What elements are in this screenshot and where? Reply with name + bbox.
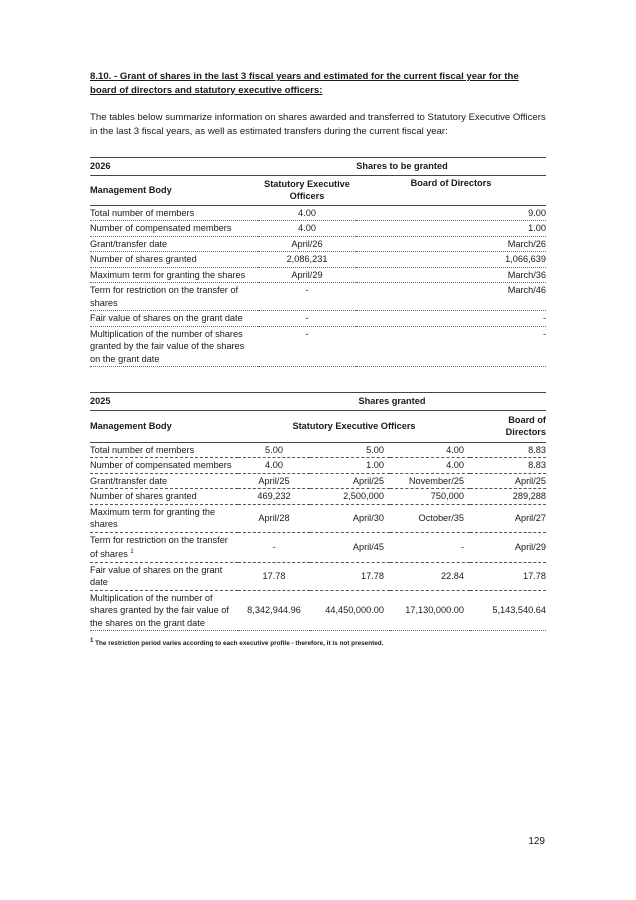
cell-seo: 2,086,231 <box>258 252 356 268</box>
cell-board: - <box>356 326 546 367</box>
cell-seo: - <box>258 326 356 367</box>
table-2025-body-header: Management Body <box>90 410 238 442</box>
row-label: Multiplication of the number of shares granted by the fair value of the shares on the grant date <box>90 326 258 367</box>
row-label-text: Multiplication of the number of shares granted by the fair value of the shares on the grant date <box>90 592 229 628</box>
cell-value: 8.83 <box>470 458 546 474</box>
row-label-text: Term for restriction on the transfer of shares <box>90 534 228 560</box>
cell-board: March/36 <box>356 267 546 283</box>
table-row <box>90 236 546 252</box>
table-row <box>90 326 546 367</box>
row-label-text: Number of shares granted <box>90 491 197 501</box>
cell-value: April/45 <box>310 532 390 562</box>
row-label <box>90 532 238 562</box>
table-2025-footnote <box>90 637 546 648</box>
table-2026-col-board: Board of Directors <box>356 175 546 205</box>
page-number: 129 <box>528 836 545 847</box>
row-label: Number of shares granted <box>90 252 258 268</box>
cell-value: April/28 <box>238 504 310 532</box>
row-label <box>90 504 238 532</box>
footnote-mark: 1 <box>90 638 94 645</box>
table-row <box>90 252 546 268</box>
row-label: Number of compensated members <box>90 221 258 237</box>
table-2025 <box>90 392 546 631</box>
row-label-text: Maximum term for granting the shares <box>90 506 216 529</box>
footnote-ref: 1 <box>130 549 134 555</box>
table-2025-year: 2025 <box>90 393 238 411</box>
cell-value: 8.83 <box>470 442 546 458</box>
cell-seo: - <box>258 283 356 311</box>
row-label: Grant/transfer date <box>90 236 258 252</box>
cell-value: 44,450,000.00 <box>310 590 390 631</box>
table-row <box>90 221 546 237</box>
cell-value: 469,232 <box>238 489 310 505</box>
section-intro: The tables below summarize information on shares awarded and transferred to Statutory Executive Officers in the last 3 fiscal years, as well as estimated transfers during the current fiscal year: <box>90 112 546 137</box>
cell-board: - <box>356 311 546 327</box>
row-label: Total number of members <box>90 205 258 221</box>
table-2025-col-seo: Statutory Executive Officers <box>238 410 470 442</box>
cell-board: March/26 <box>356 236 546 252</box>
cell-board: 9.00 <box>356 205 546 221</box>
cell-value: 4.00 <box>238 458 310 474</box>
cell-value: 4.00 <box>390 442 470 458</box>
row-label <box>90 562 238 590</box>
row-label-text: Grant/transfer date <box>90 475 168 486</box>
cell-value: April/27 <box>470 504 546 532</box>
row-label <box>90 458 238 474</box>
cell-board: 1,066,639 <box>356 252 546 268</box>
cell-value: April/29 <box>470 532 546 562</box>
table-row <box>90 562 546 590</box>
cell-value: 8,342,944.96 <box>238 590 310 631</box>
row-label: Fair value of shares on the grant date <box>90 311 258 327</box>
cell-value: 17.78 <box>470 562 546 590</box>
table-row <box>90 205 546 221</box>
table-row <box>90 473 546 489</box>
row-label: Maximum term for granting the shares <box>90 267 258 283</box>
cell-value: 5,143,540.64 <box>470 590 546 631</box>
cell-board: March/46 <box>356 283 546 311</box>
cell-value: 1.00 <box>310 458 390 474</box>
table-row <box>90 532 546 562</box>
cell-seo: - <box>258 311 356 327</box>
cell-value: April/30 <box>310 504 390 532</box>
table-row <box>90 458 546 474</box>
cell-value: October/35 <box>390 504 470 532</box>
cell-seo: 4.00 <box>258 221 356 237</box>
table-2026-year: 2026 <box>90 158 258 176</box>
cell-value: April/25 <box>310 473 390 489</box>
row-label: Term for restriction on the transfer of shares <box>90 283 258 311</box>
table-2026-group-header: Shares to be granted <box>258 158 546 176</box>
row-label <box>90 473 238 489</box>
cell-value: April/25 <box>238 473 310 489</box>
cell-value: April/25 <box>470 473 546 489</box>
table-row <box>90 267 546 283</box>
cell-value: - <box>390 532 470 562</box>
cell-value: 2,500,000 <box>310 489 390 505</box>
table-row <box>90 311 546 327</box>
table-2026-body-header: Management Body <box>90 175 258 205</box>
row-label <box>90 489 238 505</box>
table-row <box>90 504 546 532</box>
cell-seo: April/29 <box>258 267 356 283</box>
table-2026-col-seo: Statutory Executive Officers <box>258 175 356 205</box>
cell-value: 5.00 <box>238 442 310 458</box>
row-label <box>90 442 238 458</box>
cell-value: - <box>238 532 310 562</box>
cell-seo: April/26 <box>258 236 356 252</box>
cell-value: 750,000 <box>390 489 470 505</box>
cell-value: November/25 <box>390 473 470 489</box>
table-2026 <box>90 157 546 367</box>
cell-board: 1.00 <box>356 221 546 237</box>
section-title: 8.10. - Grant of shares in the last 3 fiscal years and estimated for the current fiscal year for the board of directors and statutory executive officers: <box>90 71 519 96</box>
cell-seo: 4.00 <box>258 205 356 221</box>
table-row <box>90 283 546 311</box>
cell-value: 4.00 <box>390 458 470 474</box>
cell-value: 289,288 <box>470 489 546 505</box>
row-label <box>90 590 238 631</box>
table-2025-col-board: Board of Directors <box>470 410 546 442</box>
row-label-text: Total number of members <box>90 444 195 455</box>
row-label-text: Number of compensated members <box>90 460 232 470</box>
cell-value: 17,130,000.00 <box>390 590 470 631</box>
table-row <box>90 590 546 631</box>
table-row <box>90 489 546 505</box>
cell-value: 17.78 <box>238 562 310 590</box>
footnote-text: The restriction period varies according to each executive profile - therefore, it is not presented. <box>95 640 384 648</box>
row-label-text: Fair value of shares on the grant date <box>90 564 223 588</box>
cell-value: 22.84 <box>390 562 470 590</box>
cell-value: 5.00 <box>310 442 390 458</box>
table-row <box>90 442 546 458</box>
page-content <box>90 70 546 648</box>
cell-value: 17.78 <box>310 562 390 590</box>
table-2025-group-header: Shares granted <box>238 393 546 411</box>
